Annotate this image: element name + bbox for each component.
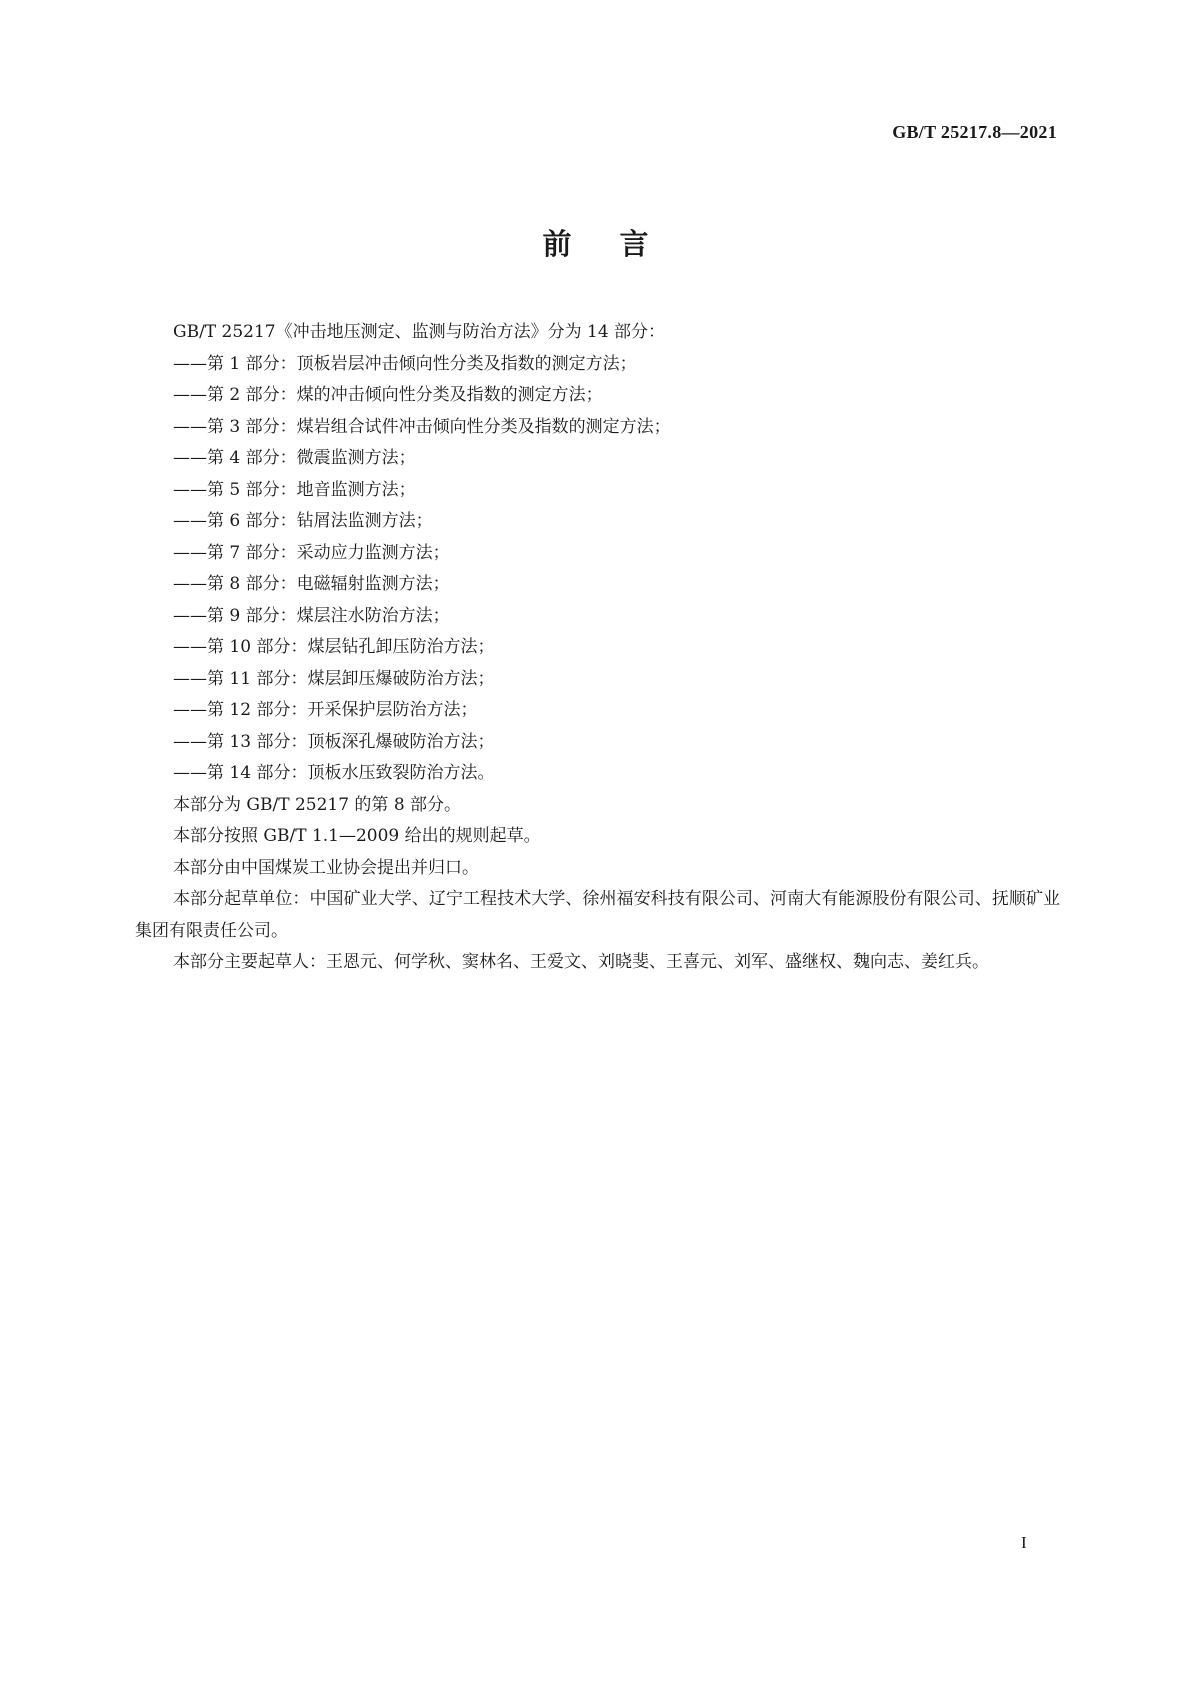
list-item: ——第 13 部分：顶板深孔爆破防治方法； bbox=[173, 731, 495, 752]
body-text bbox=[135, 317, 1060, 979]
intro-paragraph: GB/T 25217《冲击地压测定、监测与防治方法》分为 14 部分： bbox=[173, 322, 666, 342]
part-statement: 本部分为 GB/T 25217 的第 8 部分。 bbox=[173, 794, 462, 815]
main-drafters: 本部分主要起草人：王恩元、何学秋、窦林名、王爱文、刘晓斐、王喜元、刘军、盛继权、魏向志、姜红兵。 bbox=[173, 952, 989, 972]
list-item: ——第 4 部分：微震监测方法； bbox=[173, 448, 416, 468]
list-item: ——第 14 部分：顶板水压致裂防治方法。 bbox=[173, 763, 495, 783]
drafting-rules-statement: 本部分按照 GB/T 1.1—2009 给出的规则起草。 bbox=[173, 826, 541, 846]
list-item: ——第 12 部分：开采保护层防治方法； bbox=[173, 700, 478, 720]
list-item: ——第 3 部分：煤岩组合试件冲击倾向性分类及指数的测定方法； bbox=[173, 416, 671, 437]
proposer-statement: 本部分由中国煤炭工业协会提出并归口。 bbox=[173, 857, 479, 878]
list-item: ——第 8 部分：电磁辐射监测方法； bbox=[173, 574, 450, 594]
page-number: I bbox=[1021, 1533, 1027, 1552]
list-item: ——第 5 部分：地音监测方法； bbox=[173, 479, 416, 500]
list-item: ——第 11 部分：煤层卸压爆破防治方法； bbox=[173, 668, 495, 689]
list-item: ——第 9 部分：煤层注水防治方法； bbox=[173, 605, 450, 626]
page-title: 前言 bbox=[542, 227, 697, 261]
list-item: ——第 6 部分：钻屑法监测方法； bbox=[173, 511, 433, 531]
document-code: GB/T 25217.8—2021 bbox=[892, 122, 1057, 142]
list-item: ——第 2 部分：煤的冲击倾向性分类及指数的测定方法； bbox=[173, 385, 603, 405]
list-item: ——第 1 部分：顶板岩层冲击倾向性分类及指数的测定方法； bbox=[173, 353, 637, 374]
list-item: ——第 10 部分：煤层钻孔卸压防治方法； bbox=[173, 637, 495, 657]
list-item: ——第 7 部分：采动应力监测方法； bbox=[173, 542, 450, 563]
drafting-units: 本部分起草单位：中国矿业大学、辽宁工程技术大学、徐州福安科技有限公司、河南大有能源股份有限公司、抚顺矿业集团有限责任公司。 bbox=[135, 889, 1060, 941]
